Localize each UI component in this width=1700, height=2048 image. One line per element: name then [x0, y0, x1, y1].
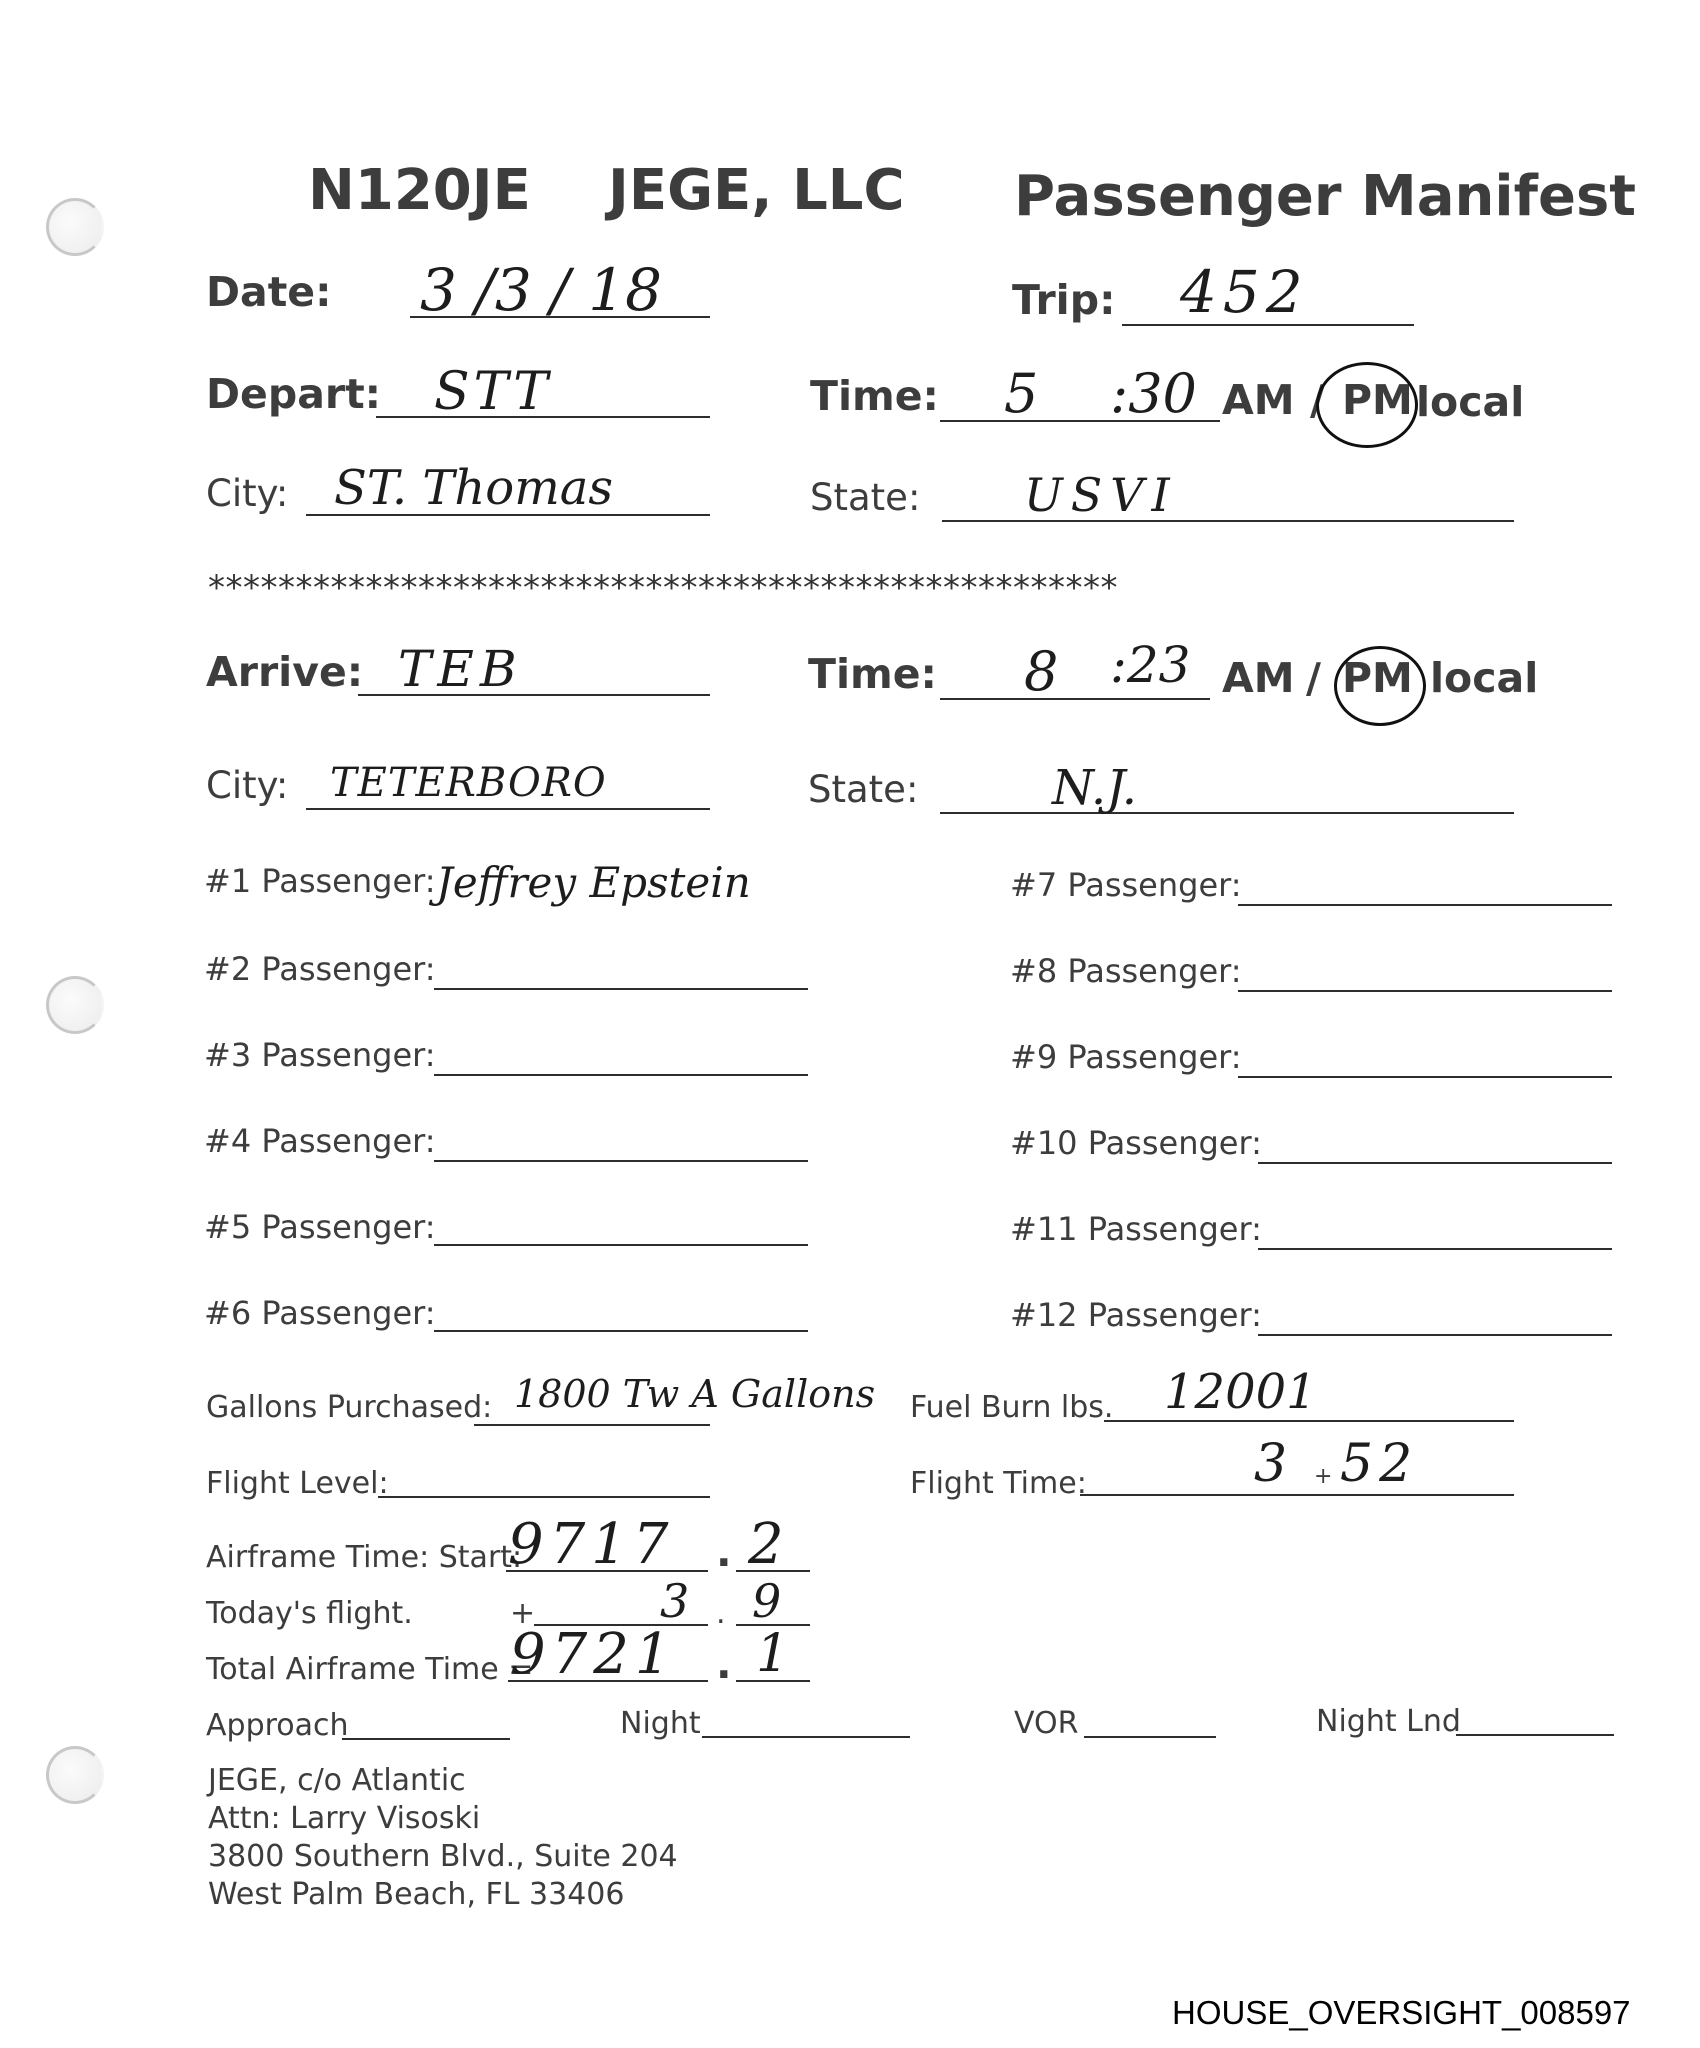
airframe-start-dot: .	[716, 1528, 732, 1576]
passenger-3-line[interactable]	[434, 1074, 808, 1076]
flight-time-line	[1080, 1494, 1514, 1496]
passenger-2-line[interactable]	[434, 988, 808, 990]
arrive-pm-circle	[1334, 646, 1426, 726]
section-separator: ****************************************************	[208, 568, 1118, 608]
fuel-burn-line	[1104, 1420, 1514, 1422]
passenger-1-value[interactable]: Jeffrey Epstein	[436, 858, 751, 907]
vor-label: VOR	[1014, 1706, 1079, 1741]
arrive-city-line	[306, 808, 710, 810]
form-title: Passenger Manifest	[1014, 164, 1637, 229]
total-airframe-label: Total Airframe Time =	[206, 1652, 534, 1687]
passenger-5-line[interactable]	[434, 1244, 808, 1246]
night-lnd-line[interactable]	[1456, 1734, 1614, 1736]
passenger-5-label: #5 Passenger:	[204, 1208, 436, 1246]
depart-label: Depart:	[206, 370, 382, 418]
address-line-4: West Palm Beach, FL 33406	[208, 1877, 625, 1912]
total-airframe-tenth[interactable]: 1	[756, 1624, 790, 1684]
address-block	[208, 1762, 678, 1914]
depart-time-minute[interactable]: :30	[1110, 362, 1197, 425]
passenger-9-line[interactable]	[1238, 1076, 1612, 1078]
tail-number: N120JE	[308, 158, 531, 223]
depart-state-value[interactable]: USVI	[1024, 468, 1178, 522]
passenger-6-line[interactable]	[434, 1330, 808, 1332]
today-flight-plus: +	[510, 1596, 536, 1631]
night-lnd-label: Night Lnd	[1316, 1704, 1461, 1739]
arrive-state-line	[940, 812, 1514, 814]
depart-state-label: State:	[810, 476, 921, 519]
flight-time-label: Flight Time:	[910, 1466, 1087, 1501]
night-line[interactable]	[702, 1736, 910, 1738]
flight-time-hours[interactable]: 3	[1254, 1434, 1288, 1494]
total-airframe-dot: .	[716, 1640, 732, 1688]
passenger-7-label: #7 Passenger:	[1010, 866, 1242, 904]
passenger-10-line[interactable]	[1258, 1162, 1612, 1164]
arrive-time-hour[interactable]: 8	[1024, 640, 1059, 703]
passenger-4-line[interactable]	[434, 1160, 808, 1162]
today-flight-dot: .	[716, 1596, 726, 1631]
airframe-start-whole[interactable]: 9717	[508, 1512, 675, 1577]
total-airframe-whole[interactable]: 9721	[510, 1622, 677, 1687]
arrive-city-value[interactable]: TETERBORO	[330, 760, 607, 806]
approach-label: Approach	[206, 1708, 349, 1743]
arrive-time-label: Time:	[808, 650, 937, 698]
depart-time-label: Time:	[810, 372, 939, 420]
binder-hole-top	[46, 198, 104, 256]
airframe-start-label: Airframe Time: Start:	[206, 1540, 523, 1575]
depart-time-hour[interactable]: 5	[1004, 362, 1039, 425]
depart-local-label: local	[1416, 378, 1525, 426]
passenger-6-label: #6 Passenger:	[204, 1294, 436, 1332]
arrive-city-label: City:	[206, 764, 289, 807]
passenger-1-label: #1 Passenger:	[204, 862, 436, 900]
depart-pm-option[interactable]: PM	[1342, 376, 1413, 424]
passenger-11-label: #11 Passenger:	[1010, 1210, 1262, 1248]
depart-city-value[interactable]: ST. Thomas	[334, 460, 613, 516]
flight-time-minutes[interactable]: 52	[1340, 1434, 1419, 1494]
passenger-3-label: #3 Passenger:	[204, 1036, 436, 1074]
arrive-slash: /	[1306, 654, 1321, 702]
bates-number: HOUSE_OVERSIGHT_008597	[1172, 1994, 1631, 2031]
depart-pm-circle	[1316, 362, 1418, 448]
passenger-11-line[interactable]	[1258, 1248, 1612, 1250]
date-label: Date:	[206, 268, 332, 316]
arrive-pm-option[interactable]: PM	[1342, 654, 1413, 702]
address-line-2: Attn: Larry Visoski	[208, 1801, 481, 1836]
arrive-time-minute[interactable]: :23	[1110, 636, 1191, 694]
trip-label: Trip:	[1012, 276, 1116, 324]
passenger-12-label: #12 Passenger:	[1010, 1296, 1262, 1334]
passenger-7-line[interactable]	[1238, 904, 1612, 906]
passenger-9-label: #9 Passenger:	[1010, 1038, 1242, 1076]
flight-level-label: Flight Level:	[206, 1466, 389, 1501]
gallons-line	[474, 1424, 710, 1426]
binder-hole-bottom	[46, 1746, 104, 1804]
arrive-value[interactable]: TEB	[398, 640, 523, 698]
approach-line[interactable]	[342, 1738, 510, 1740]
arrive-local-label: local	[1430, 654, 1539, 702]
depart-value[interactable]: STT	[434, 362, 552, 422]
fuel-burn-label: Fuel Burn lbs.	[910, 1390, 1114, 1425]
address-line-3: 3800 Southern Blvd., Suite 204	[208, 1839, 678, 1874]
passenger-12-line[interactable]	[1258, 1334, 1612, 1336]
night-label: Night	[620, 1706, 701, 1741]
binder-hole-middle	[46, 976, 104, 1034]
address-line-1: JEGE, c/o Atlantic	[208, 1763, 466, 1798]
arrive-am-option[interactable]: AM	[1222, 654, 1295, 702]
flight-time-plus: +	[1314, 1464, 1333, 1489]
gallons-value[interactable]: 1800 Tw A Gallons	[514, 1372, 876, 1416]
fuel-burn-value[interactable]: 12001	[1164, 1364, 1317, 1420]
passenger-4-label: #4 Passenger:	[204, 1122, 436, 1160]
depart-slash: /	[1310, 376, 1325, 424]
today-flight-tenth[interactable]: 9	[752, 1574, 782, 1628]
today-flight-whole[interactable]: 3	[660, 1574, 690, 1628]
passenger-10-label: #10 Passenger:	[1010, 1124, 1262, 1162]
trip-value[interactable]: 452	[1180, 258, 1309, 326]
date-value[interactable]: 3 /3 / 18	[420, 256, 662, 324]
airframe-start-tenth[interactable]: 2	[748, 1512, 784, 1577]
company-name: JEGE, LLC	[608, 158, 905, 223]
vor-line[interactable]	[1084, 1736, 1216, 1738]
arrive-time-line	[940, 698, 1210, 700]
passenger-2-label: #2 Passenger:	[204, 950, 436, 988]
flight-level-line[interactable]	[378, 1496, 710, 1498]
arrive-state-label: State:	[808, 768, 919, 811]
passenger-8-label: #8 Passenger:	[1010, 952, 1242, 990]
passenger-8-line[interactable]	[1238, 990, 1612, 992]
depart-am-option[interactable]: AM	[1222, 376, 1295, 424]
arrive-state-value[interactable]: N.J.	[1052, 760, 1137, 816]
depart-city-label: City:	[206, 472, 289, 515]
arrive-label: Arrive:	[206, 648, 364, 696]
gallons-label: Gallons Purchased:	[206, 1390, 493, 1425]
today-flight-label: Today's flight.	[206, 1596, 413, 1631]
